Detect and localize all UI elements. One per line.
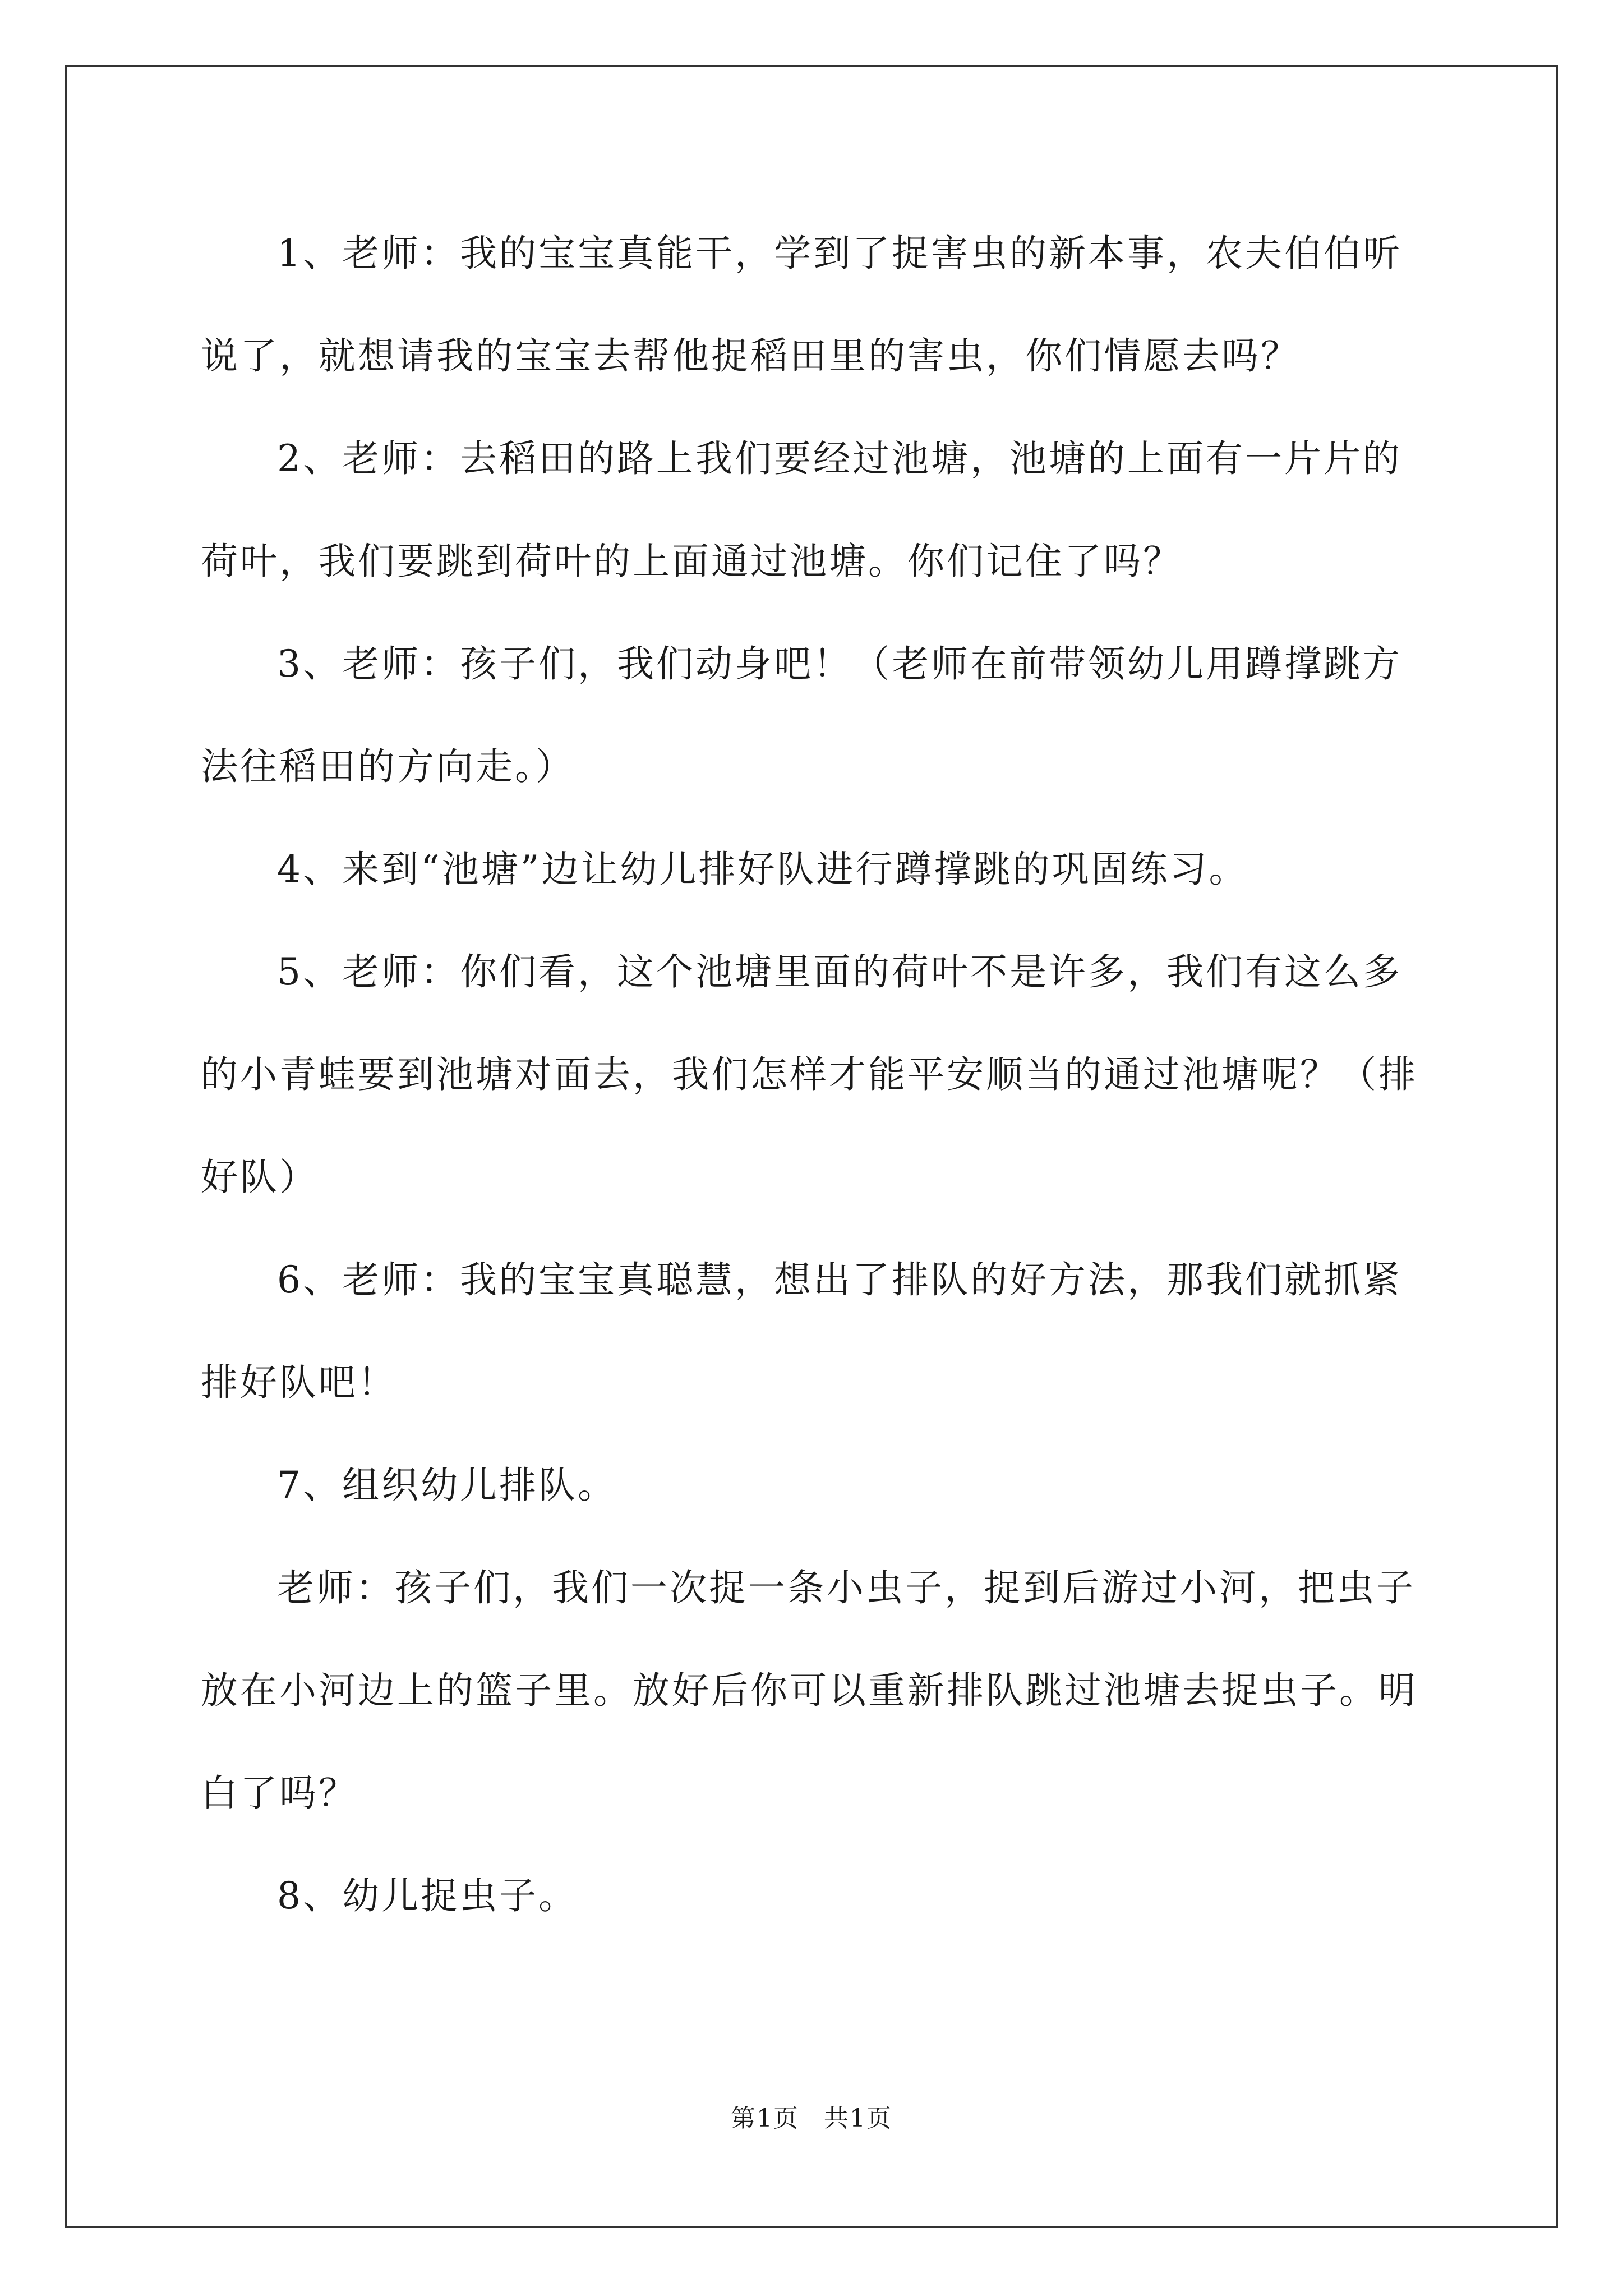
paragraph-5: 5、老师：你们看，这个池塘里面的荷叶不是许多，我们有这么多的小青蛙要到池塘对面去，我们怎样才能平安顺当的通过池塘呢？（排好队） <box>201 950 1418 1199</box>
paragraph-6: 6、老师：我的宝宝真聪慧，想出了排队的好方法，那我们就抓紧排好队吧！ <box>201 1258 1402 1404</box>
paragraph-2: 2、老师：去稻田的路上我们要经过池塘，池塘的上面有一片片的荷叶，我们要跳到荷叶的上面通过池塘。你们记住了吗？ <box>201 437 1402 583</box>
page-total: 共1页 <box>824 2104 892 2133</box>
document-body <box>201 202 1435 1947</box>
paragraph-8: 老师：孩子们，我们一次捉一条小虫子，捉到后游过小河，把虫子放在小河边上的篮子里。放好后你可以重新排队跳过池塘去捉虫子。明白了吗？ <box>201 1566 1418 1815</box>
paragraph-3: 3、老师：孩子们，我们动身吧！（老师在前带领幼儿用蹲撑跳方法往稻田的方向走。） <box>201 642 1402 788</box>
paragraph-7: 7、组织幼儿排队。 <box>277 1464 617 1507</box>
paragraph-4: 4、来到“池塘”边让幼儿排好队进行蹲撑跳的巩固练习。 <box>277 848 1248 891</box>
paragraph-1: 1、老师：我的宝宝真能干，学到了捉害虫的新本事，农夫伯伯听说了，就想请我的宝宝去帮他捉稻田里的害虫，你们情愿去吗？ <box>201 232 1402 378</box>
page-footer <box>0 2098 1623 2134</box>
paragraph-9: 8、幼儿捉虫子。 <box>277 1874 578 1917</box>
page-number: 第1页 <box>731 2104 799 2133</box>
